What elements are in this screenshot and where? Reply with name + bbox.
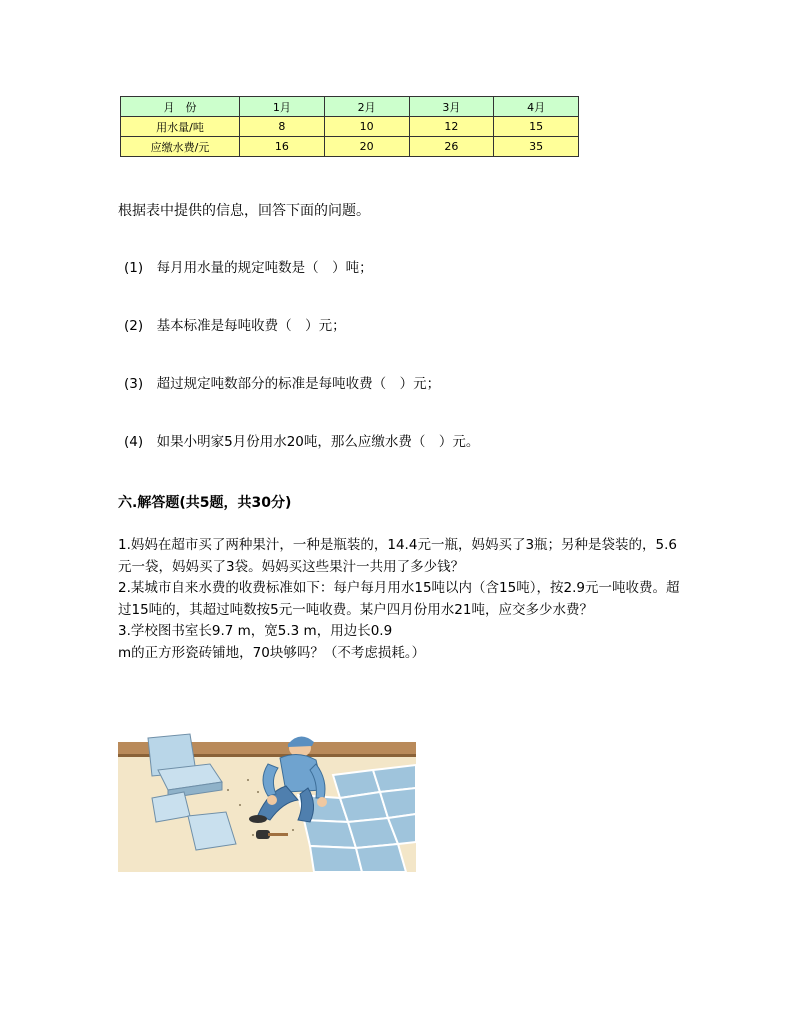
- table-header-row: [121, 97, 579, 117]
- table-cell: 12: [409, 117, 494, 137]
- header-cell: 3月: [409, 97, 494, 117]
- header-cell: 4月: [494, 97, 579, 117]
- table-cell: 8: [240, 117, 325, 137]
- question-3: (3) 超过规定吨数部分的标准是每吨收费（ ）元；: [124, 376, 441, 392]
- problem-2: 2.某城市自来水费的收费标准如下：每户每月用水15吨以内（含15吨），按2.9元一吨收费。超过15吨的，其超过吨数按5元一吨收费。某户四月份用水21吨，应交多少水费？: [118, 580, 680, 618]
- row-label: 应缴水费/元: [121, 137, 240, 157]
- header-cell: 1月: [240, 97, 325, 117]
- worker-tiling-icon: [118, 720, 416, 872]
- header-cell: 2月: [324, 97, 409, 117]
- problems-block: [118, 535, 688, 664]
- question-1: (1) 每月用水量的规定吨数是（ ）吨；: [124, 260, 373, 276]
- section-title: 六.解答题(共5题，共30分): [118, 495, 292, 511]
- table-row: [121, 117, 579, 137]
- water-fee-table: [120, 96, 579, 157]
- problem-3-line-1: 3.学校图书室长9.7 m，宽5.3 m，用边长0.9: [118, 623, 393, 639]
- tile-laying-illustration: [118, 720, 416, 872]
- problem-3-line-2: m的正方形瓷砖铺地，70块够吗？（不考虑损耗。）: [118, 644, 426, 661]
- table-row: [121, 137, 579, 157]
- problem-1: 1.妈妈在超市买了两种果汁，一种是瓶装的，14.4元一瓶，妈妈买了3瓶；另种是袋装的，5.6元一袋，妈妈买了3袋。妈妈买这些果汁一共用了多少钱？: [118, 537, 677, 575]
- question-4: (4) 如果小明家5月份用水20吨，那么应缴水费（ ）元。: [124, 434, 480, 450]
- table-cell: 15: [494, 117, 579, 137]
- table-cell: 20: [324, 137, 409, 157]
- table-cell: 10: [324, 117, 409, 137]
- intro-text: 根据表中提供的信息，回答下面的问题。: [118, 203, 370, 219]
- table-cell: 26: [409, 137, 494, 157]
- table-cell: 16: [240, 137, 325, 157]
- row-label: 用水量/吨: [121, 117, 240, 137]
- table-cell: 35: [494, 137, 579, 157]
- question-2: (2) 基本标准是每吨收费（ ）元；: [124, 318, 346, 334]
- header-cell-month: 月 份: [121, 97, 240, 117]
